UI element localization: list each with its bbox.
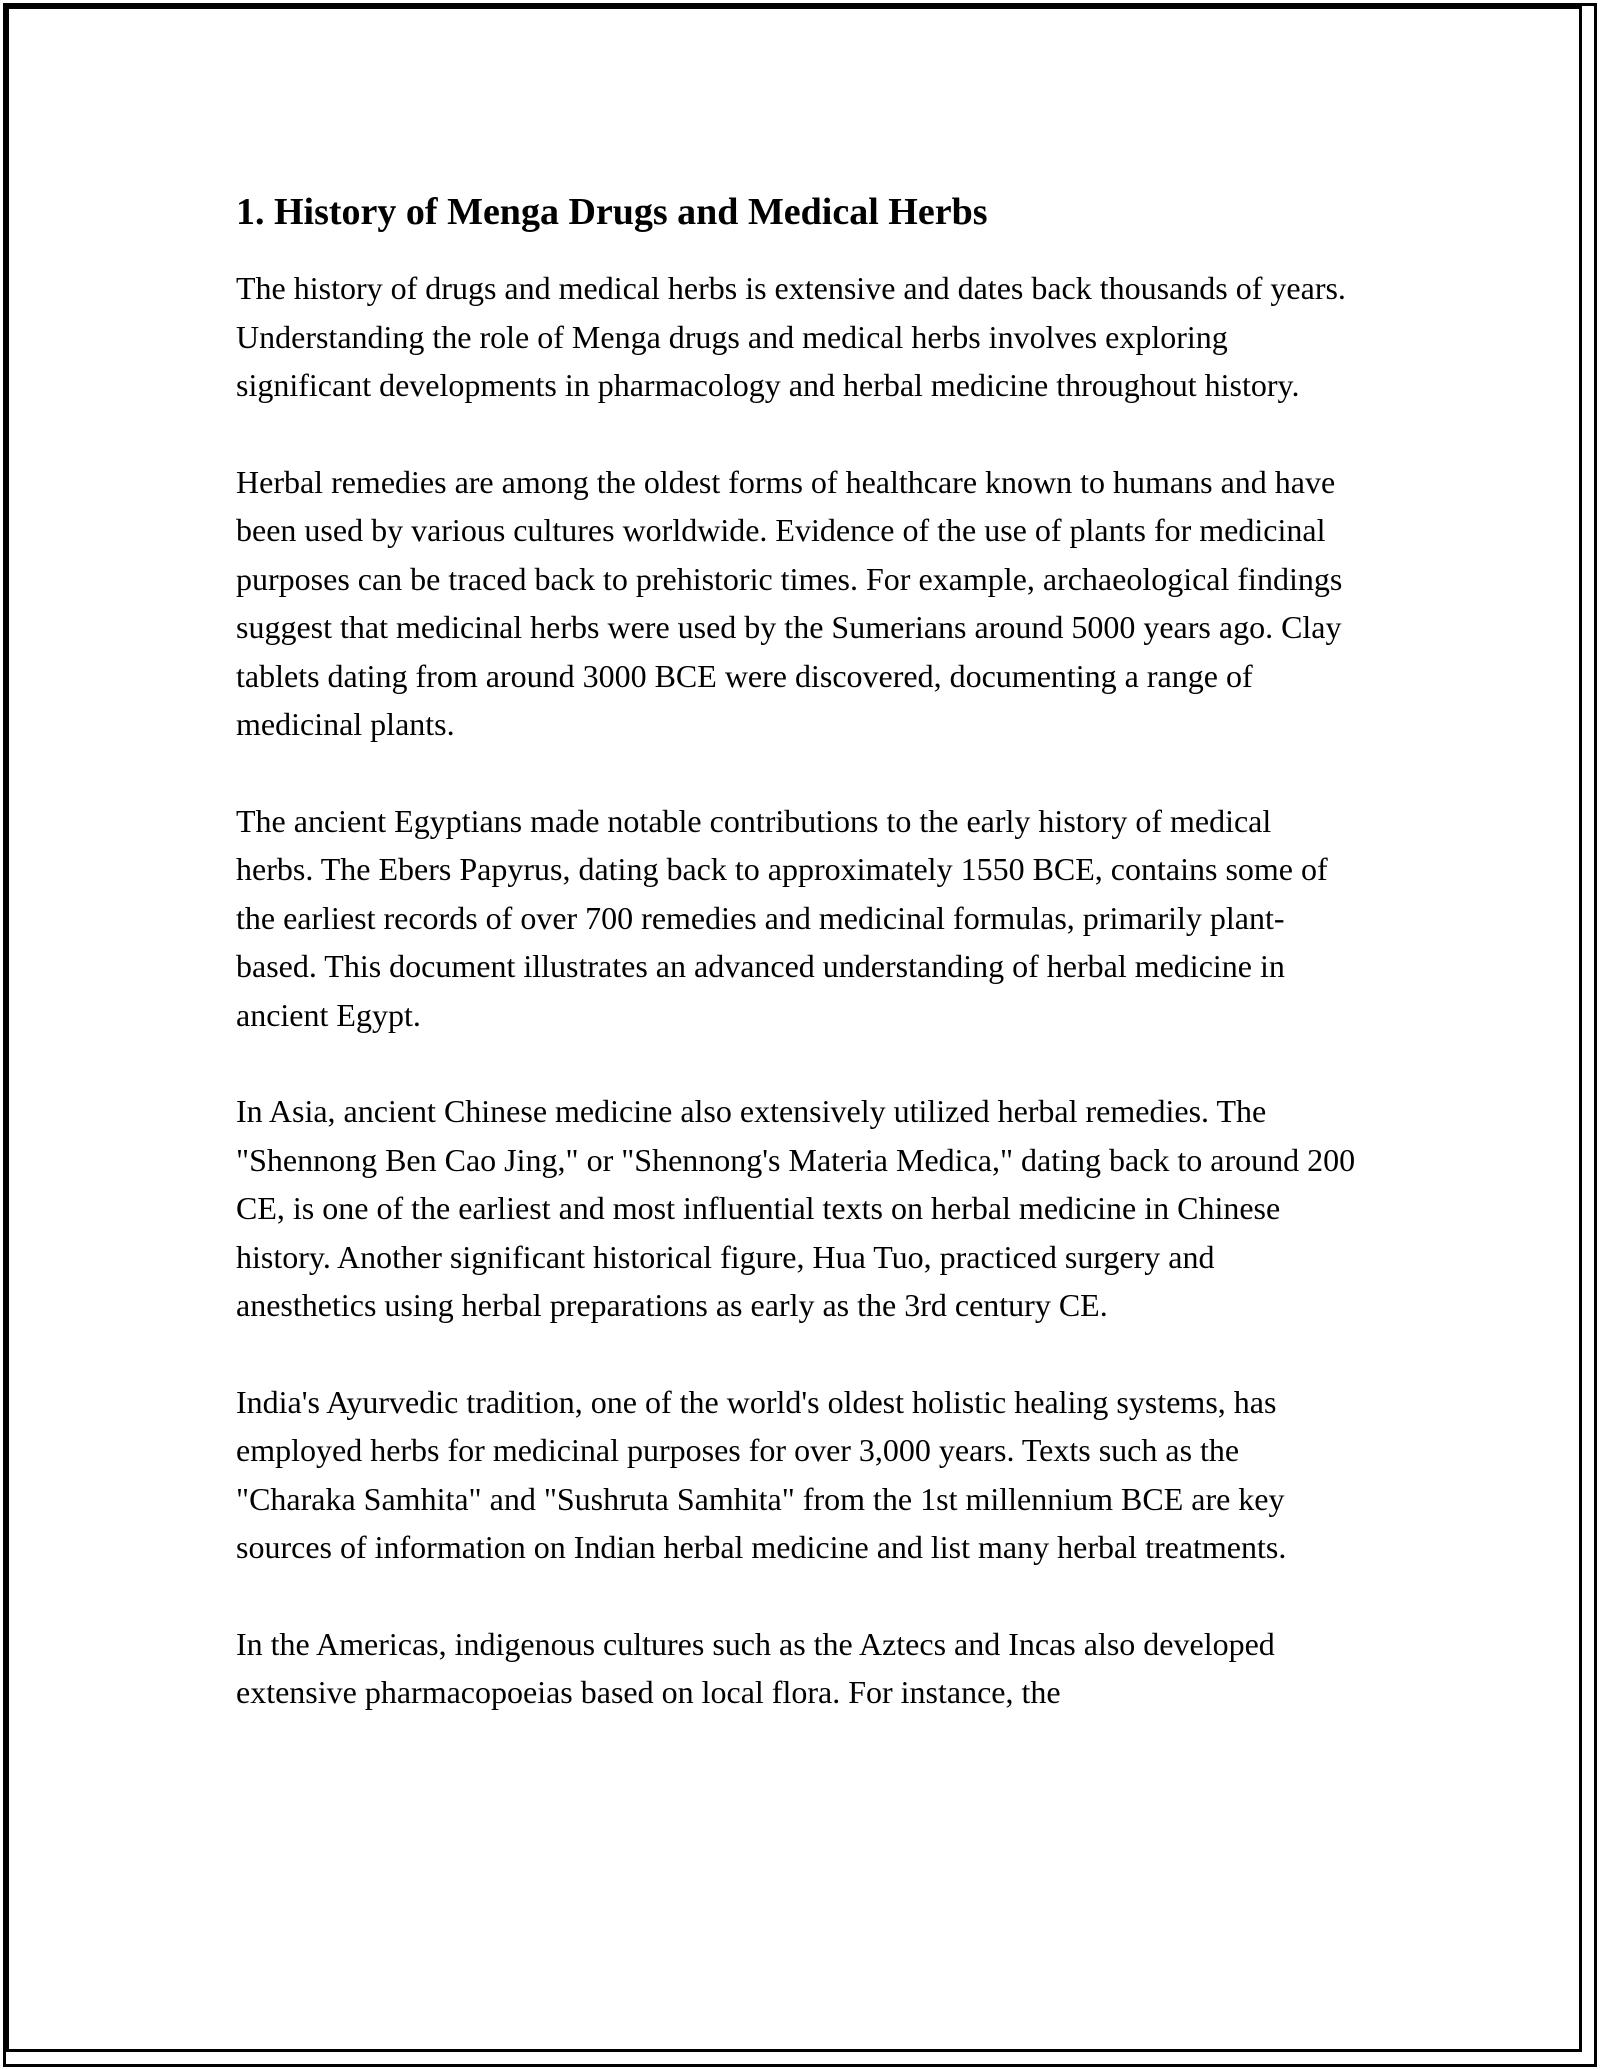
paragraph-herbal-remedies: Herbal remedies are among the oldest forms of healthcare known to humans and have been used by various cultures worldwide. Evidence of the use of plants for medicinal purposes can be traced back to prehistoric times. For example, archaeological findings suggest that medicinal herbs were used by the Sumerians around 5000 years ago. Clay tablets dating from around 3000 BCE were discovered, documenting a range of medicinal plants. xyxy=(236,463,1343,742)
section-heading: 1. History of Menga Drugs and Medical Herbs xyxy=(236,191,988,233)
paragraph-asia: In Asia, ancient Chinese medicine also extensively utilized herbal remedies. The "Shennong Ben Cao Jing," or "Shennong's Materia Medica," dating back to around 200 CE, is one of the earliest and most influential texts on herbal medicine in Chinese history. Another significant historical figure, Hua Tuo, practiced surgery and anesthetics using herbal preparations as early as the 3rd century CE. xyxy=(236,1093,1356,1323)
document-body xyxy=(236,186,1356,1765)
paragraph-egyptians: The ancient Egyptians made notable contributions to the early history of medical herbs. The Ebers Papyrus, dating back to approximately 1550 BCE, contains some of the earliest records of over 700 remedies and medicinal formulas, primarily plant-based. This document illustrates an advanced understanding of herbal medicine in ancient Egypt. xyxy=(236,802,1328,1033)
paragraph-intro: The history of drugs and medical herbs is extensive and dates back thousands of years. Understanding the role of Menga drugs and medical herbs involves exploring significant developments in pharmacology and herbal medicine throughout history. xyxy=(236,270,1346,403)
paragraph-americas: In the Americas, indigenous cultures such as the Aztecs and Incas also developed extensive pharmacopoeias based on local flora. For instance, the xyxy=(236,1625,1275,1710)
paragraph-india: India's Ayurvedic tradition, one of the world's oldest holistic healing systems, has employed herbs for medicinal purposes for over 3,000 years. Texts such as the "Charaka Samhita" and "Sushruta Samhita" from the 1st millennium BCE are key sources of information on Indian herbal medicine and list many herbal treatments. xyxy=(236,1383,1287,1565)
